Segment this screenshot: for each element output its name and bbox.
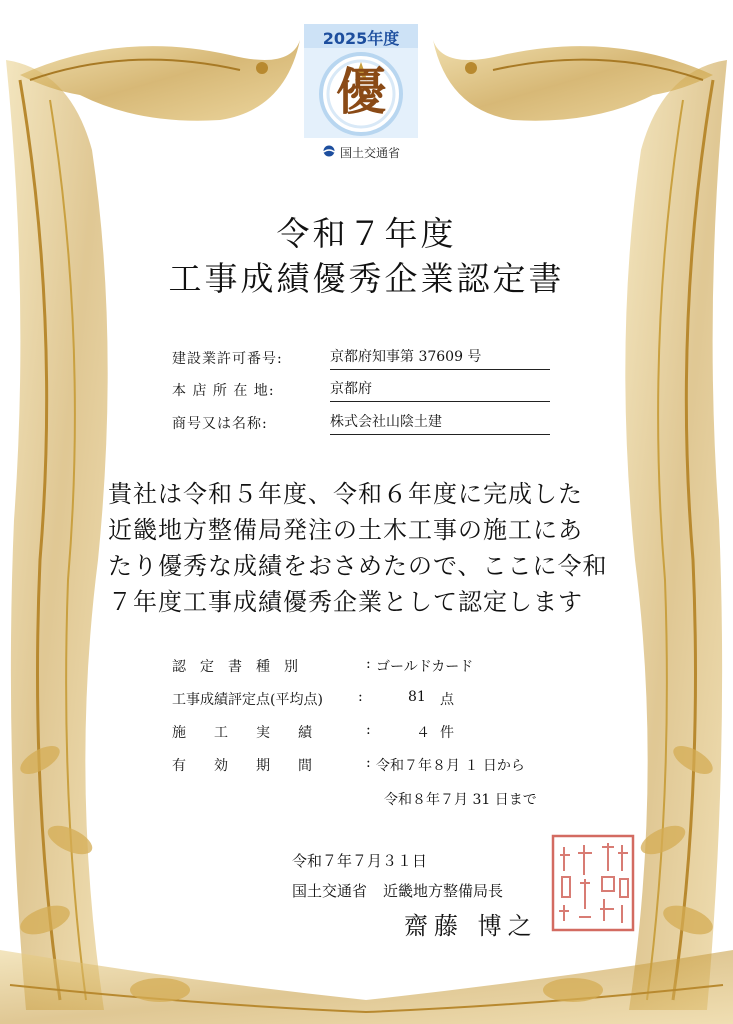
- badge-year: 2025年度: [322, 29, 400, 48]
- period-label: 有 効 期 間: [172, 758, 312, 774]
- period-from: 令和７年８月 １ 日から: [376, 758, 525, 774]
- works-label: 施 工 実 績: [172, 725, 312, 741]
- body-line-1: 貴社は令和５年度、令和６年度に完成した: [108, 480, 583, 508]
- card-type-label: 認 定 書 種 別: [172, 659, 298, 675]
- certificate-title: 工事成績優秀企業認定書: [168, 259, 565, 298]
- signer-name: 齋藤 博之: [404, 912, 538, 940]
- ministry-logo: [322, 144, 400, 161]
- head-office-label: 本 店 所 在 地:: [172, 383, 275, 399]
- ministry-logo-icon: [322, 145, 336, 157]
- issue-date: 令和７年７月３１日: [292, 852, 428, 870]
- score-colon: :: [358, 689, 363, 705]
- head-office-value: 京都府: [330, 378, 550, 402]
- works-unit: 件: [440, 725, 454, 741]
- badge-kanji: 優: [336, 62, 386, 121]
- license-number-value: 京都府知事第 37609 号: [330, 346, 550, 370]
- title-year: 令和７年度: [276, 214, 457, 253]
- body-line-2: 近畿地方整備局発注の土木工事の施工にあ: [108, 516, 583, 544]
- score-label: 工事成績評定点(平均点): [172, 692, 323, 708]
- issuer-org: 国土交通省: [292, 882, 368, 900]
- card-type-colon: :: [366, 656, 371, 672]
- official-seal-icon: [550, 833, 636, 933]
- ministry-name: 国土交通省: [340, 146, 401, 160]
- head-office-row: [172, 380, 550, 402]
- body-line-4: ７年度工事成績優秀企業として認定します: [108, 588, 583, 616]
- license-number-label: 建設業許可番号:: [172, 351, 283, 367]
- excellence-badge: [302, 22, 420, 140]
- works-colon: :: [366, 722, 371, 738]
- score-unit: 点: [440, 692, 454, 708]
- period-colon: :: [366, 755, 371, 771]
- issuer: [292, 880, 503, 901]
- body-line-3: たり優秀な成績をおさめたので、ここに令和: [108, 552, 608, 580]
- score-value: 81: [408, 689, 426, 705]
- period-to: 令和８年７月 31 日まで: [384, 792, 537, 808]
- card-type-value: ゴールドカード: [376, 659, 474, 675]
- company-name-label: 商号又は名称:: [172, 416, 268, 432]
- works-value: ４: [416, 725, 430, 741]
- license-number-row: [172, 348, 550, 370]
- company-name-value: 株式会社山陰土建: [330, 411, 550, 435]
- issuer-position: 近畿地方整備局長: [383, 882, 504, 900]
- company-name-row: [172, 413, 550, 435]
